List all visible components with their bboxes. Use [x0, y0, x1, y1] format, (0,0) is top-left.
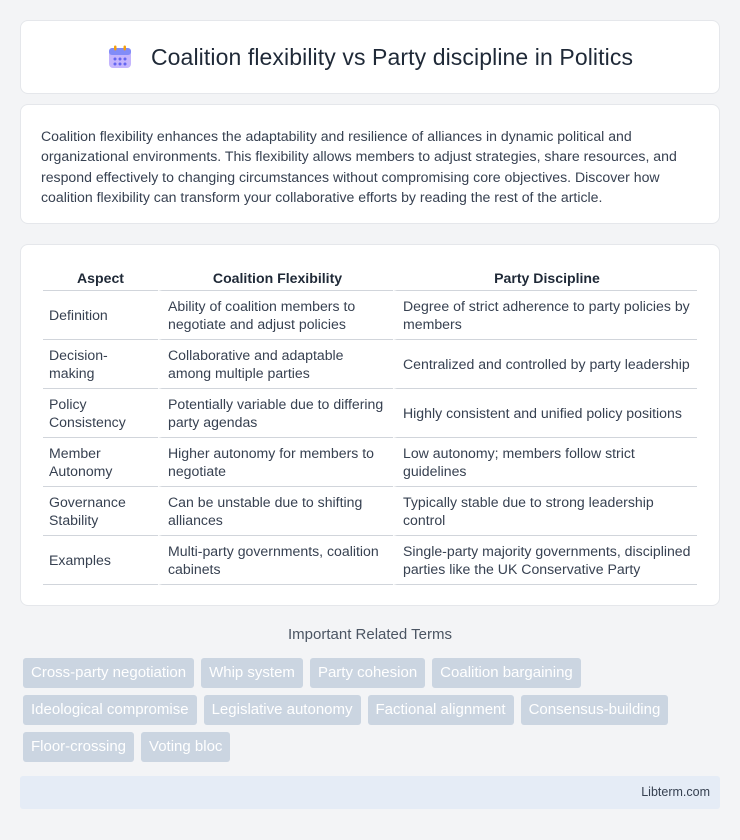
column-header-coalition-flexibility: Coalition Flexibility — [158, 265, 393, 291]
footer — [20, 776, 720, 809]
tag-party-cohesion[interactable]: Party cohesion — [310, 658, 425, 688]
footer-brand-link[interactable]: Libterm.com — [641, 785, 710, 799]
tag-whip-system[interactable]: Whip system — [201, 658, 303, 688]
cell-coalition: Collaborative and adaptable among multiple parties — [158, 340, 393, 389]
tag-ideological-compromise[interactable]: Ideological compromise — [23, 695, 197, 725]
calendar-grid-icon — [107, 44, 133, 70]
page-title: Coalition flexibility vs Party discipline in Politics — [150, 43, 634, 70]
tag-legislative-autonomy[interactable]: Legislative autonomy — [204, 695, 361, 725]
intro-paragraph: Coalition flexibility enhances the adaptability and resilience of alliances in dynamic political and organizational environments. This flexibility allows members to adjust strategies, share resources, and respond effectively to changing circumstances without compromising core objectives. Discover how coalition flexibility can transform your collaborative efforts by reading the rest of the article. — [41, 128, 677, 205]
cell-party: Typically stable due to strong leadership control — [393, 487, 697, 536]
tag-factional-alignment[interactable]: Factional alignment — [368, 695, 514, 725]
table-row — [43, 340, 697, 389]
related-terms-title: Important Related Terms — [288, 626, 452, 643]
table-row — [43, 487, 697, 536]
cell-party: Single-party majority governments, disciplined parties like the UK Conservative Party — [393, 536, 697, 585]
cell-aspect: Decision-making — [43, 340, 158, 389]
cell-aspect: Governance Stability — [43, 487, 158, 536]
column-header-aspect: Aspect — [43, 265, 158, 291]
cell-aspect: Examples — [43, 536, 158, 585]
table-row — [43, 291, 697, 340]
cell-party: Low autonomy; members follow strict guidelines — [393, 438, 697, 487]
related-terms-tags — [23, 658, 723, 762]
cell-party: Centralized and controlled by party leadership — [393, 340, 697, 389]
tag-voting-bloc[interactable]: Voting bloc — [141, 732, 230, 762]
comparison-table-card — [20, 244, 720, 606]
cell-coalition: Multi-party governments, coalition cabinets — [158, 536, 393, 585]
column-header-party-discipline: Party Discipline — [393, 265, 697, 291]
table-header-row — [43, 265, 697, 291]
cell-coalition: Ability of coalition members to negotiate and adjust policies — [158, 291, 393, 340]
cell-party: Degree of strict adherence to party policies by members — [393, 291, 697, 340]
header-card — [20, 20, 720, 94]
cell-party: Highly consistent and unified policy positions — [393, 389, 697, 438]
tag-coalition-bargaining[interactable]: Coalition bargaining — [432, 658, 581, 688]
cell-aspect: Policy Consistency — [43, 389, 158, 438]
intro-card — [20, 104, 720, 224]
table-row — [43, 536, 697, 585]
title-wrap — [107, 44, 633, 71]
tag-floor-crossing[interactable]: Floor-crossing — [23, 732, 134, 762]
tag-consensus-building[interactable]: Consensus-building — [521, 695, 669, 725]
cell-coalition: Potentially variable due to differing party agendas — [158, 389, 393, 438]
comparison-table — [43, 265, 697, 585]
tag-cross-party-negotiation[interactable]: Cross-party negotiation — [23, 658, 194, 688]
cell-coalition: Can be unstable due to shifting alliances — [158, 487, 393, 536]
table-row — [43, 438, 697, 487]
cell-aspect: Definition — [43, 291, 158, 340]
cell-aspect: Member Autonomy — [43, 438, 158, 487]
table-row — [43, 389, 697, 438]
cell-coalition: Higher autonomy for members to negotiate — [158, 438, 393, 487]
